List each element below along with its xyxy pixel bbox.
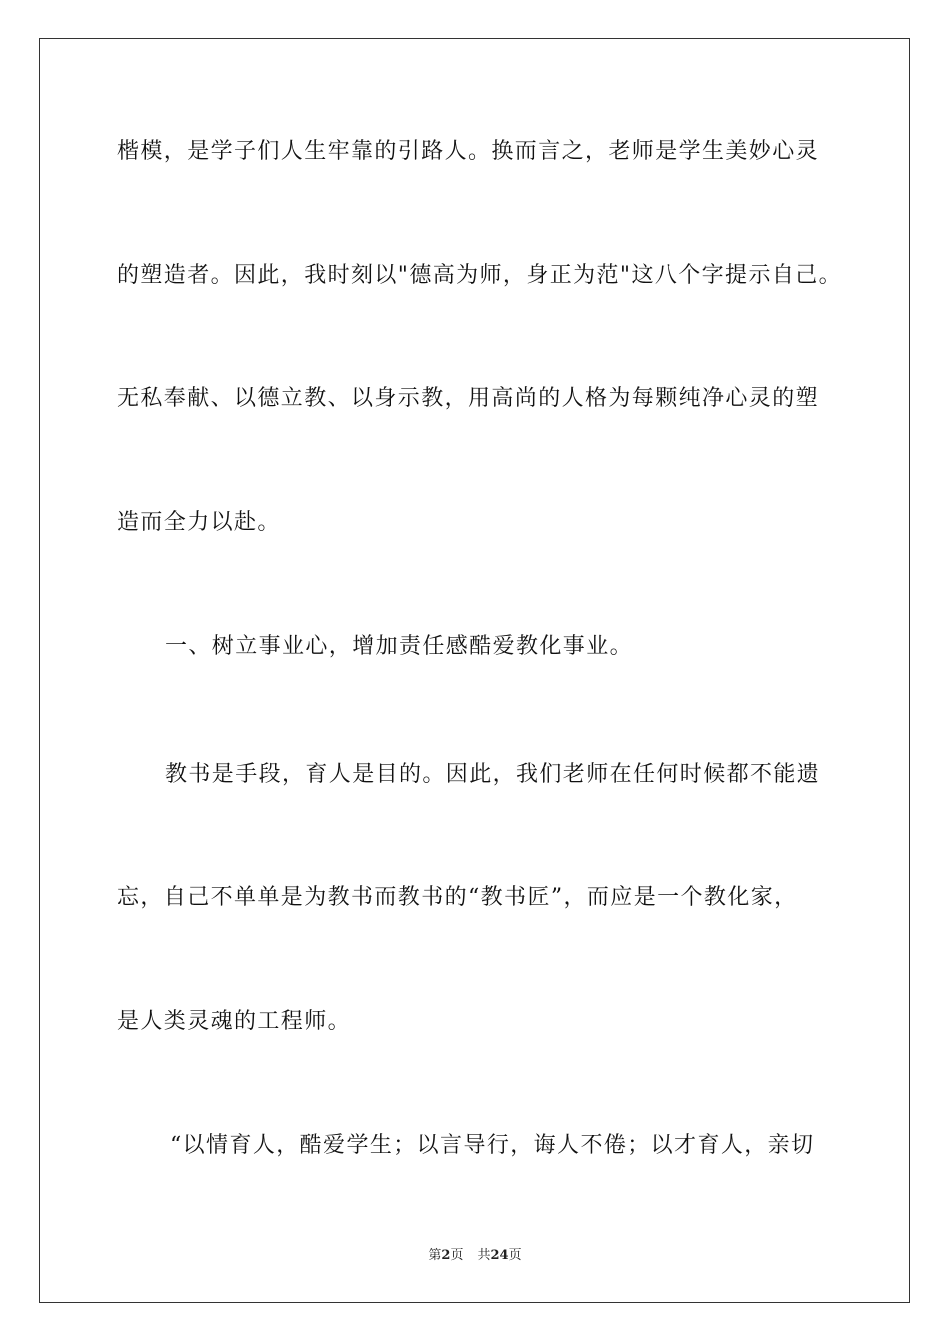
page-prefix: 第 bbox=[428, 1248, 442, 1263]
body-text-line-8: “以情育人，酷爱学生；以言导行，诲人不倦；以才育人，亲切 bbox=[170, 1133, 815, 1158]
current-page-number: 2 bbox=[441, 1248, 451, 1263]
body-text-line-5: 教书是手段，育人是目的。因此，我们老师在任何时候都不能遗 bbox=[165, 762, 821, 787]
body-text-line-1: 楷模，是学子们人生牢靠的引路人。换而言之，老师是学生美妙心灵 bbox=[117, 139, 820, 164]
total-pages-number: 24 bbox=[490, 1248, 509, 1263]
page-frame bbox=[39, 38, 910, 1303]
section-heading: 一、树立事业心，增加责任感酷爱教化事业。 bbox=[165, 634, 634, 659]
total-prefix: 共 bbox=[477, 1248, 491, 1263]
page-suffix: 页 bbox=[450, 1248, 464, 1263]
total-suffix: 页 bbox=[508, 1248, 522, 1263]
body-text-line-7: 是人类灵魂的工程师。 bbox=[117, 1009, 352, 1034]
page-footer bbox=[0, 1246, 950, 1266]
body-text-line-3: 无私奉献、以德立教、以身示教，用高尚的人格为每颗纯净心灵的塑 bbox=[117, 386, 820, 411]
body-text-line-6: 忘，自己不单单是为教书而教书的“教书匠”，而应是一个教化家， bbox=[117, 885, 798, 910]
body-text-line-4: 造而全力以赴。 bbox=[117, 510, 281, 535]
body-text-line-2: 的塑造者。因此，我时刻以"德高为师，身正为范"这八个字提示自己。 bbox=[117, 263, 843, 288]
